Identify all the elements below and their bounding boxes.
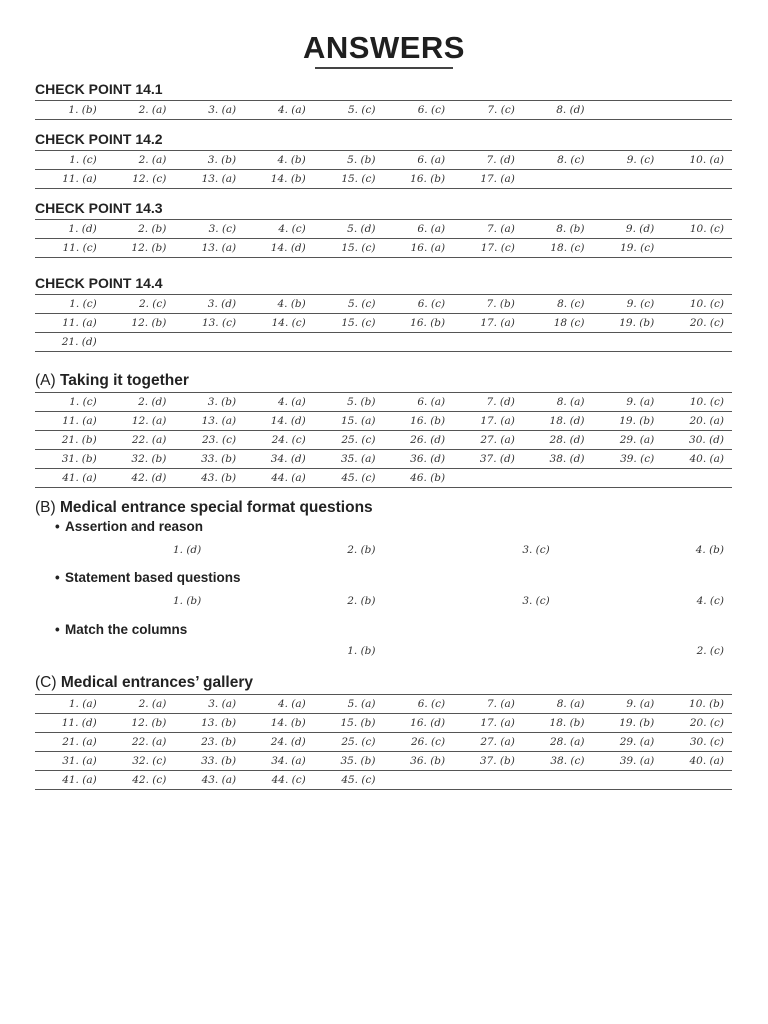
answer-cell: 39. (c): [593, 450, 663, 469]
answer-cell: 15. (c): [314, 239, 384, 258]
answer-cell: 40. (a): [662, 752, 732, 771]
section-prefix: (A): [35, 372, 56, 389]
answer-cell: 45. (c): [314, 469, 384, 488]
answer-table: [35, 591, 732, 610]
bullet-icon: •: [55, 519, 60, 534]
answer-cell: 6. (c): [383, 695, 453, 714]
title-underline: [315, 67, 453, 69]
answer-cell: 9. (d): [593, 220, 663, 239]
answer-cell: 16. (b): [383, 412, 453, 431]
answer-table: [35, 694, 732, 790]
section-heading: [35, 672, 732, 694]
answer-cell: 2. (c): [696, 644, 724, 657]
answer-cell: 10. (a): [662, 151, 732, 170]
answer-row: [35, 591, 732, 610]
answer-cell: 42. (d): [105, 469, 175, 488]
answer-cell: 8. (a): [523, 393, 593, 412]
answer-cell: 5. (b): [314, 151, 384, 170]
answer-cell: 6. (a): [383, 220, 453, 239]
answer-cell: 14. (c): [244, 314, 314, 333]
answer-cell: 38. (d): [523, 450, 593, 469]
answer-cell: 18. (c): [523, 239, 593, 258]
answer-cell: 17. (c): [453, 239, 523, 258]
answer-cell: 1. (a): [35, 695, 105, 714]
answer-row: [35, 540, 732, 559]
answer-row: [35, 333, 732, 352]
answer-cell: 33. (b): [174, 752, 244, 771]
answer-cell: 18. (b): [523, 714, 593, 733]
answer-cell: 7. (a): [453, 220, 523, 239]
section-title: Medical entrances’ gallery: [60, 674, 253, 691]
answer-cell: 34. (a): [244, 752, 314, 771]
answer-cell: 16. (a): [383, 239, 453, 258]
answer-row: [35, 295, 732, 314]
answer-cell: 1. (b): [347, 644, 376, 657]
section-prefix: (B): [35, 499, 56, 516]
answer-cell: 8. (d): [523, 101, 593, 120]
answer-table: [35, 294, 732, 352]
answer-table: [35, 540, 732, 559]
subsection-heading: [35, 568, 732, 588]
answer-row: [35, 469, 732, 488]
answer-cell: 17. (a): [453, 714, 523, 733]
answer-cell: [174, 333, 244, 352]
answer-row: [35, 220, 732, 239]
answer-cell: 40. (a): [662, 450, 732, 469]
answer-cell: 17. (a): [453, 412, 523, 431]
answer-cell: [523, 333, 593, 352]
answer-table: [35, 100, 732, 120]
subsection-title: Statement based questions: [65, 570, 241, 585]
answer-cell: 25. (c): [314, 431, 384, 450]
answer-cell: [383, 771, 453, 790]
answer-cell: 12. (c): [105, 170, 175, 189]
answer-cell: 3. (b): [174, 151, 244, 170]
answer-cell: 3. (c): [174, 220, 244, 239]
subsection-assertion-reason: [35, 517, 732, 559]
answer-cell: 19. (b): [593, 714, 663, 733]
answer-cell: 4. (a): [244, 101, 314, 120]
answer-cell: 7. (a): [453, 695, 523, 714]
answer-cell: 2. (a): [105, 151, 175, 170]
answer-cell: 3. (b): [174, 393, 244, 412]
answer-cell: 32. (c): [105, 752, 175, 771]
answer-cell: 13. (b): [174, 714, 244, 733]
answer-cell: 12. (b): [105, 314, 175, 333]
answer-cell: 4. (a): [244, 393, 314, 412]
answer-cell: 2. (c): [105, 295, 175, 314]
answer-cell: 4. (b): [244, 295, 314, 314]
answer-table: [35, 150, 732, 189]
answer-cell: 22. (a): [105, 733, 175, 752]
answer-cell: 38. (c): [523, 752, 593, 771]
answer-cell: 21. (b): [35, 431, 105, 450]
answer-table: [35, 641, 732, 660]
answer-cell: 36. (b): [383, 752, 453, 771]
answer-cell: 1. (d): [35, 220, 105, 239]
answer-cell: 7. (d): [453, 151, 523, 170]
answer-cell: 17. (a): [453, 314, 523, 333]
answer-cell: 33. (b): [174, 450, 244, 469]
answer-cell: 19. (b): [593, 412, 663, 431]
answer-row: [35, 641, 732, 660]
answer-cell: 42. (c): [105, 771, 175, 790]
answer-cell: [523, 469, 593, 488]
section-heading: CHECK POINT 14.3: [35, 200, 163, 216]
answer-cell: 37. (b): [453, 752, 523, 771]
answer-cell: 8. (a): [523, 695, 593, 714]
answer-cell: 1. (c): [35, 295, 105, 314]
answer-cell: [662, 333, 732, 352]
answer-cell: 2. (a): [105, 695, 175, 714]
answer-table: [35, 219, 732, 258]
page-title: ANSWERS: [303, 30, 465, 65]
answer-cell: 3. (a): [174, 101, 244, 120]
answer-cell: [662, 239, 732, 258]
answer-cell: 3. (a): [174, 695, 244, 714]
answer-cell: 16. (b): [383, 170, 453, 189]
answer-cell: [314, 333, 384, 352]
answer-cell: 12. (a): [105, 412, 175, 431]
answer-cell: 13. (a): [174, 412, 244, 431]
answer-cell: 12. (b): [105, 239, 175, 258]
answer-cell: 6. (a): [383, 151, 453, 170]
bullet-icon: •: [55, 622, 60, 637]
answer-cell: 14. (d): [244, 412, 314, 431]
answer-cell: 35. (b): [314, 752, 384, 771]
answer-cell: 44. (c): [244, 771, 314, 790]
section-b: [35, 497, 732, 657]
answer-cell: 14. (b): [244, 170, 314, 189]
answer-cell: [662, 170, 732, 189]
answer-cell: 24. (c): [244, 431, 314, 450]
answer-cell: 5. (c): [314, 101, 384, 120]
answer-cell: 18 (c): [523, 314, 593, 333]
answer-cell: 8. (c): [523, 295, 593, 314]
subsection-title: Match the columns: [65, 622, 188, 637]
answer-cell: 45. (c): [314, 771, 384, 790]
answer-row: [35, 393, 732, 412]
answer-cell: 4. (a): [244, 695, 314, 714]
answer-cell: 43. (b): [174, 469, 244, 488]
answer-cell: 5. (d): [314, 220, 384, 239]
answer-cell: 1. (b): [172, 594, 202, 607]
answer-row: [35, 314, 732, 333]
answer-cell: [593, 771, 663, 790]
answer-cell: [593, 170, 663, 189]
answer-cell: 20. (c): [662, 314, 732, 333]
answer-cell: 6. (c): [383, 295, 453, 314]
answer-cell: 5. (c): [314, 295, 384, 314]
answer-cell: 13. (a): [174, 170, 244, 189]
answer-row: [35, 752, 732, 771]
answer-row: [35, 101, 732, 120]
answer-cell: 13. (c): [174, 314, 244, 333]
answer-cell: 28. (d): [523, 431, 593, 450]
answer-cell: 19. (c): [593, 239, 663, 258]
checkpoint-14-4: [35, 272, 732, 352]
answer-cell: 11. (a): [35, 170, 105, 189]
answer-cell: [453, 333, 523, 352]
answer-table: [35, 392, 732, 488]
answer-cell: 44. (a): [244, 469, 314, 488]
answer-cell: 35. (a): [314, 450, 384, 469]
answer-cell: 7. (d): [453, 393, 523, 412]
answer-cell: 31. (a): [35, 752, 105, 771]
answer-cell: 3. (c): [522, 543, 550, 556]
answer-cell: 28. (a): [523, 733, 593, 752]
answer-cell: 41. (a): [35, 771, 105, 790]
answer-cell: 27. (a): [453, 431, 523, 450]
answer-cell: [662, 469, 732, 488]
answer-cell: 11. (c): [35, 239, 105, 258]
section-heading: CHECK POINT 14.4: [35, 275, 163, 291]
answer-cell: 26. (d): [383, 431, 453, 450]
answer-row: [35, 170, 732, 189]
section-heading: CHECK POINT 14.2: [35, 131, 163, 147]
answer-cell: 4. (c): [696, 594, 724, 607]
answer-cell: 8. (b): [523, 220, 593, 239]
answer-cell: 2. (b): [105, 220, 175, 239]
answer-cell: 10. (c): [662, 393, 732, 412]
answer-cell: 29. (a): [593, 733, 663, 752]
answer-row: [35, 239, 732, 258]
answer-cell: [593, 333, 663, 352]
checkpoint-14-3: [35, 197, 732, 258]
section-heading: [35, 497, 732, 519]
answer-cell: [453, 771, 523, 790]
answer-cell: 46. (b): [383, 469, 453, 488]
answer-cell: 1. (c): [35, 393, 105, 412]
answer-cell: [593, 101, 663, 120]
section-title: Medical entrance special format questions: [59, 499, 373, 516]
answer-cell: 11. (a): [35, 412, 105, 431]
answer-cell: 9. (c): [593, 151, 663, 170]
answer-cell: 1. (c): [35, 151, 105, 170]
answer-cell: 14. (b): [244, 714, 314, 733]
subsection-heading: [35, 517, 732, 537]
answer-cell: 37. (d): [453, 450, 523, 469]
answer-cell: [453, 469, 523, 488]
answer-cell: 27. (a): [453, 733, 523, 752]
subsection-match-columns: [35, 620, 732, 660]
answer-cell: 32. (b): [105, 450, 175, 469]
bullet-icon: •: [55, 570, 60, 585]
answer-cell: [244, 333, 314, 352]
answer-cell: 20. (c): [662, 714, 732, 733]
answer-cell: 6. (c): [383, 101, 453, 120]
answer-cell: 16. (b): [383, 314, 453, 333]
answer-cell: 41. (a): [35, 469, 105, 488]
answer-cell: 39. (a): [593, 752, 663, 771]
section-heading: [35, 370, 732, 392]
answer-cell: 16. (d): [383, 714, 453, 733]
subsection-statement-based: [35, 568, 732, 610]
answer-cell: 12. (b): [105, 714, 175, 733]
answer-cell: 2. (a): [105, 101, 175, 120]
answer-cell: 13. (a): [174, 239, 244, 258]
answer-cell: 15. (c): [314, 170, 384, 189]
answer-row: [35, 412, 732, 431]
answer-cell: [662, 101, 732, 120]
answer-cell: 14. (d): [244, 239, 314, 258]
answer-row: [35, 771, 732, 790]
answer-cell: 4. (c): [244, 220, 314, 239]
answer-cell: 8. (c): [523, 151, 593, 170]
answer-cell: 10. (b): [662, 695, 732, 714]
answer-cell: 18. (d): [523, 412, 593, 431]
answer-cell: 1. (b): [35, 101, 105, 120]
answer-cell: 29. (a): [593, 431, 663, 450]
answer-cell: 5. (a): [314, 695, 384, 714]
answer-cell: 6. (a): [383, 393, 453, 412]
answer-cell: 20. (a): [662, 412, 732, 431]
answer-cell: 22. (a): [105, 431, 175, 450]
answer-cell: 17. (a): [453, 170, 523, 189]
answer-row: [35, 733, 732, 752]
answer-cell: 23. (b): [174, 733, 244, 752]
section-heading: CHECK POINT 14.1: [35, 81, 163, 97]
answer-row: [35, 695, 732, 714]
answer-cell: 30. (d): [662, 431, 732, 450]
checkpoint-14-2: [35, 128, 732, 189]
answer-cell: 36. (d): [383, 450, 453, 469]
answer-cell: 2. (b): [347, 543, 376, 556]
answer-cell: [662, 771, 732, 790]
answer-cell: 24. (d): [244, 733, 314, 752]
answer-cell: 19. (b): [593, 314, 663, 333]
answer-cell: 34. (d): [244, 450, 314, 469]
answer-cell: 10. (c): [662, 295, 732, 314]
answer-cell: 3. (c): [522, 594, 550, 607]
answer-cell: 1. (d): [172, 543, 202, 556]
answer-cell: 7. (b): [453, 295, 523, 314]
section-c: [35, 672, 732, 790]
answer-row: [35, 431, 732, 450]
answer-cell: 9. (a): [593, 393, 663, 412]
answer-row: [35, 714, 732, 733]
answer-cell: 7. (c): [453, 101, 523, 120]
answer-row: [35, 450, 732, 469]
answer-cell: 9. (a): [593, 695, 663, 714]
answer-row: [35, 151, 732, 170]
section-prefix: (C): [35, 674, 57, 691]
answer-cell: 2. (b): [347, 594, 376, 607]
answer-cell: 30. (c): [662, 733, 732, 752]
answer-cell: 23. (c): [174, 431, 244, 450]
answer-cell: 5. (b): [314, 393, 384, 412]
answer-cell: [105, 333, 175, 352]
answer-cell: 2. (d): [105, 393, 175, 412]
answer-cell: [593, 469, 663, 488]
answer-cell: [523, 771, 593, 790]
answer-cell: 10. (c): [662, 220, 732, 239]
answer-cell: 25. (c): [314, 733, 384, 752]
section-a: [35, 370, 732, 488]
answer-cell: [523, 170, 593, 189]
answer-cell: 11. (d): [35, 714, 105, 733]
answer-cell: 15. (b): [314, 714, 384, 733]
answer-cell: 3. (d): [174, 295, 244, 314]
answer-cell: 15. (c): [314, 314, 384, 333]
answer-cell: [383, 333, 453, 352]
section-title: Taking it together: [59, 372, 189, 389]
answer-cell: 21. (d): [35, 333, 105, 352]
subsection-title: Assertion and reason: [65, 519, 204, 534]
subsection-heading: [35, 620, 732, 640]
answer-cell: 4. (b): [695, 543, 724, 556]
answer-cell: 31. (b): [35, 450, 105, 469]
answer-cell: 9. (c): [593, 295, 663, 314]
checkpoint-14-1: [35, 78, 732, 120]
answer-cell: 15. (a): [314, 412, 384, 431]
answer-cell: 26. (c): [383, 733, 453, 752]
answer-cell: 21. (a): [35, 733, 105, 752]
answer-cell: 43. (a): [174, 771, 244, 790]
answer-cell: 4. (b): [244, 151, 314, 170]
answer-cell: 11. (a): [35, 314, 105, 333]
